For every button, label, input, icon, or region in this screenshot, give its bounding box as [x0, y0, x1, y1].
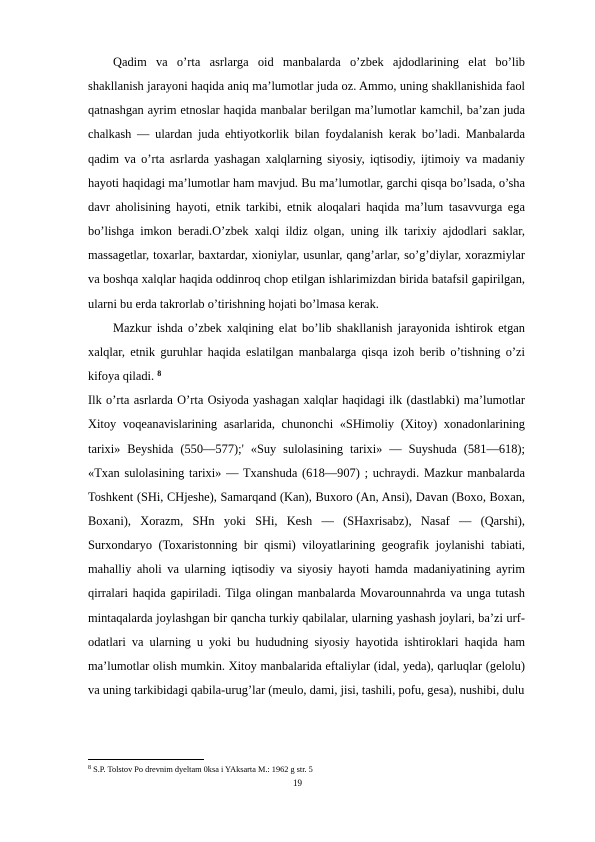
footnote: [88, 764, 525, 775]
page-number: 19: [293, 778, 302, 788]
footnote-text: S.P. Tolstov Po drevnim dyeltam 0ksa i YAksarta M.: 1962 g str. 5: [91, 765, 313, 774]
footnote-marker: 8: [88, 765, 91, 771]
paragraph-1: Qadim va o’rta asrlarga oid manbalarda o’zbek ajdodlarining elat bo’lib shakllanish jarayoni haqida aniq ma’lumotlar juda oz. Ammo, uning shakllanishida faol qatnashgan ayrim etnoslar haqida manbalar berilgan ma’lumotlar kamchil, ba’zan juda chalkash — ulardan juda ehtiyotkorlik bilan foydalanish kerak bo’ladi. Manbalarda qadim va o’rta asrlarda yashagan xalqlarning siyosiy, iqtisodiy, ijtimoiy va madaniy hayoti haqidagi ma’lumotlar ham mavjud. Bu ma’lumotlar, garchi qisqa bo’lsada, o’sha davr aholisining hayoti, etnik tarkibi, etnik aloqalari haqida ma’lum tasavvurga ega bo’lishga imkon beradi.O’zbek xalqi ildiz olgan, uning ilk tarixiy ajdodlari saklar, massagetlar, toxarlar, baxtardar, xioniylar, usunlar, qang’arlar, so’g’diylar, xorazmiylar va boshqa xalqlar haqida oddinroq chop etilgan ishlarimizdan birida batafsil gapirilgan, ularni bu erda takrorlab o’tirishning hojati bo’lmasa kerak.: [88, 55, 525, 311]
paragraph-2-text: Mazkur ishda o’zbek xalqining elat bo’lib shakllanish jarayonida ishtirok etgan xalqlar, etnik guruhlar haqida eslatilgan manbalarga qisqa izoh berib o’tishning o’zi kifoya qiladi.: [88, 320, 525, 384]
footnote-reference[interactable]: 8: [157, 369, 162, 379]
paragraph-2: [88, 316, 525, 388]
footnote-separator: [88, 759, 204, 760]
body-text: [88, 50, 525, 702]
paragraph-3: Ilk o’rta asrlarda O’rta Osiyoda yashagan xalqlar haqidagi ilk (dastlabki) ma’lumotlar Xitoy voqeanavislarining asarlarida, chunonchi «SHimoliy (Xitoy) xonadonlarining tarixi» Beyshida (550—577);' «Suy sulolasining tarixi» — Suyshuda (581—618); «Txan sulolasining tarixi» — Txanshuda (618—907) ; uchraydi. Mazkur manbalarda Toshkent (SHi, CHjeshe), Samarqand (Kan), Buxoro (An, Ansi), Davan (Boxo, Boxan, Boxani), Xorazm, SHn yoki SHi, Kesh — (SHaxrisabz), Nasaf — (Qarshi), Surxondaryo (Toxaristonning bir qismi) viloyatlarining geografik joylanishi tabiati, mahalliy aholi va ularning iqtisodiy va siyosiy hayoti hamda madaniyatining ayrim qirralari haqida gapiriladi. Tilga olingan manbalarda Movarounnahrda va unga tutash mintaqalarda joylashgan bir qancha turkiy qabilalar, ularning yashash joylari, ba’zi urf-odatlari va ularning u yoki bu hududning siyosiy hayotida ishtiroklari haqida ham ma’lumotlar olish mumkin. Xitoy manbalarida eftaliylar (idal, yeda), qarluqlar (gelolu) va uning tarkibidagi qabila-urug’lar (meulo, dami, jisi, tashili, pofu, gesa), nushibi, dulu: [88, 393, 525, 698]
